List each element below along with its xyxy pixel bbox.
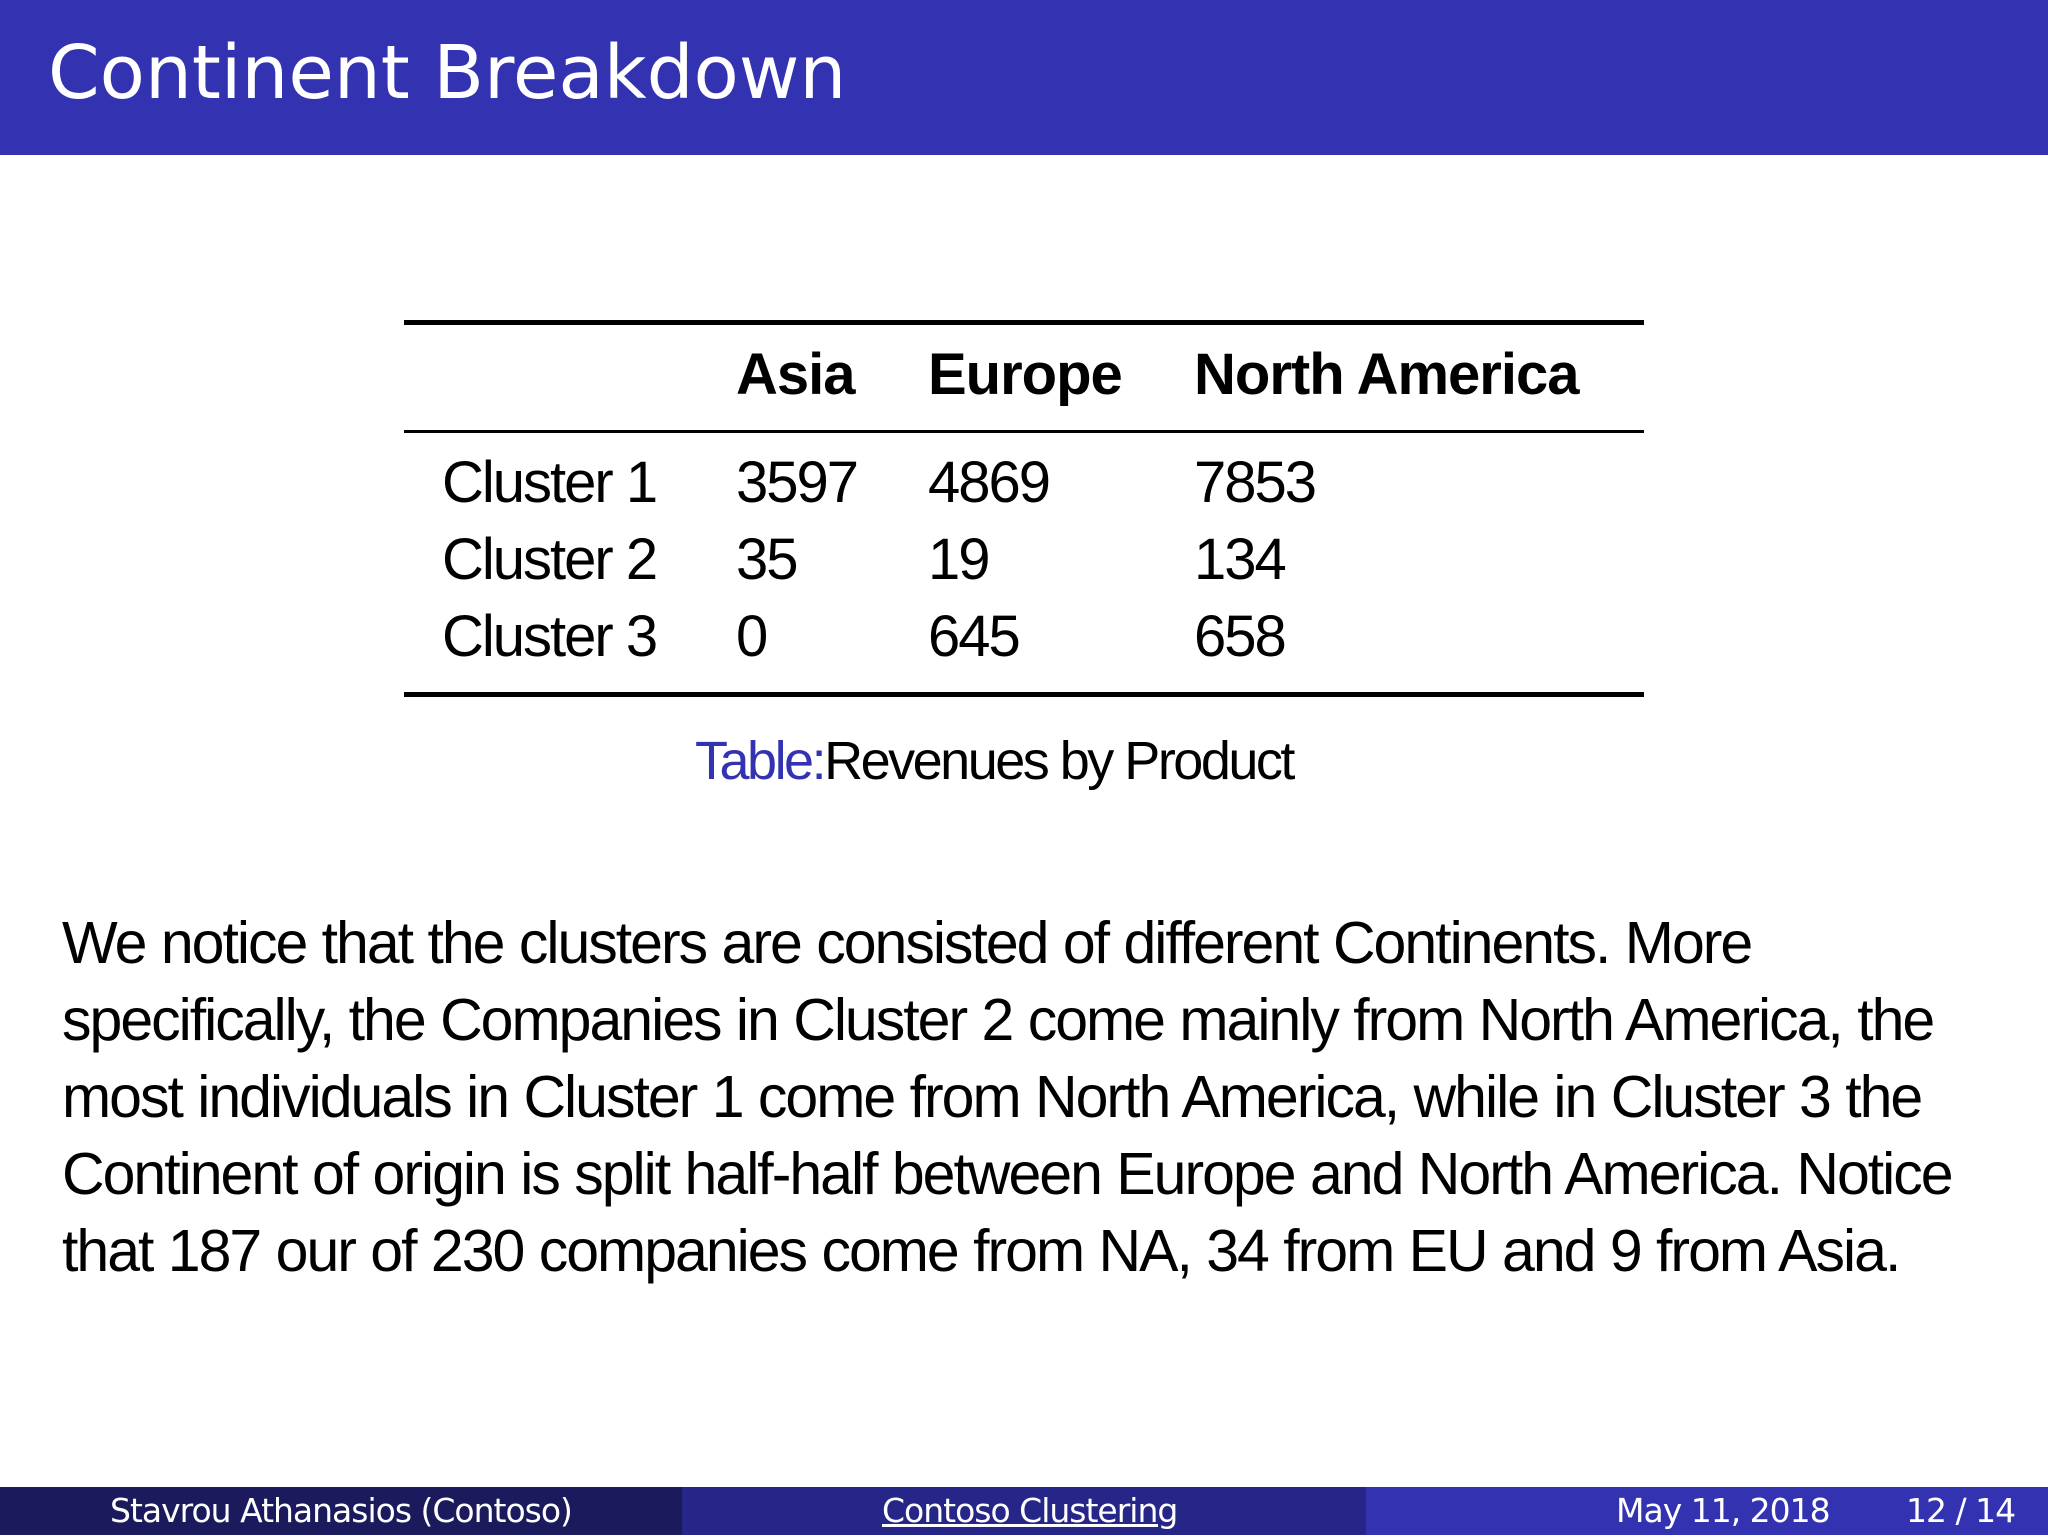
cell-cluster-1-north-america: 7853 — [1194, 450, 1316, 515]
footer-page-number: 12 / 14 — [1906, 1491, 2016, 1530]
table-caption-label: Table: — [695, 731, 825, 791]
footer-date-segment — [1366, 1487, 2048, 1535]
column-header-north-america: North America — [1194, 342, 1579, 407]
row-label-cluster-1: Cluster 1 — [442, 450, 657, 515]
cell-cluster-2-north-america: 134 — [1194, 527, 1285, 592]
cell-cluster-3-north-america: 658 — [1194, 604, 1285, 669]
table-bottom-rule — [404, 692, 1644, 697]
column-header-asia: Asia — [736, 342, 855, 407]
footer-date: May 11, 2018 — [1616, 1491, 1830, 1530]
cell-cluster-2-europe: 19 — [928, 527, 989, 592]
cell-cluster-1-europe: 4869 — [928, 450, 1050, 515]
row-label-cluster-2: Cluster 2 — [442, 527, 657, 592]
table-header-rule — [404, 430, 1644, 433]
body-paragraph: We notice that the clusters are consisted of different Continents. More specifically, the Companies in Cluster 2 come mainly from North America, the most individuals in Cluster 1 come from North America, while in Cluster 3 the Continent of origin is split half-half between Europe and North America. Notice that 187 our of 230 companies come from NA, 34 from EU and 9 from Asia. — [62, 910, 1952, 1284]
table-caption-text: Revenues by Product — [824, 731, 1293, 791]
slide-title: Continent Breakdown — [48, 30, 847, 116]
cell-cluster-2-asia: 35 — [736, 527, 797, 592]
footer-author: Stavrou Athanasios (Contoso) — [110, 1491, 572, 1530]
column-header-europe: Europe — [928, 342, 1122, 407]
table-caption — [695, 731, 1293, 791]
footer-author-segment — [0, 1487, 682, 1535]
footer-title-segment — [682, 1487, 1366, 1535]
cell-cluster-3-europe: 645 — [928, 604, 1019, 669]
title-bar — [0, 0, 2048, 155]
footer — [0, 1487, 2048, 1535]
footer-title-link[interactable]: Contoso Clustering — [882, 1491, 1178, 1530]
table-top-rule — [404, 320, 1644, 325]
row-label-cluster-3: Cluster 3 — [442, 604, 657, 669]
cell-cluster-1-asia: 3597 — [736, 450, 858, 515]
cell-cluster-3-asia: 0 — [736, 604, 767, 669]
